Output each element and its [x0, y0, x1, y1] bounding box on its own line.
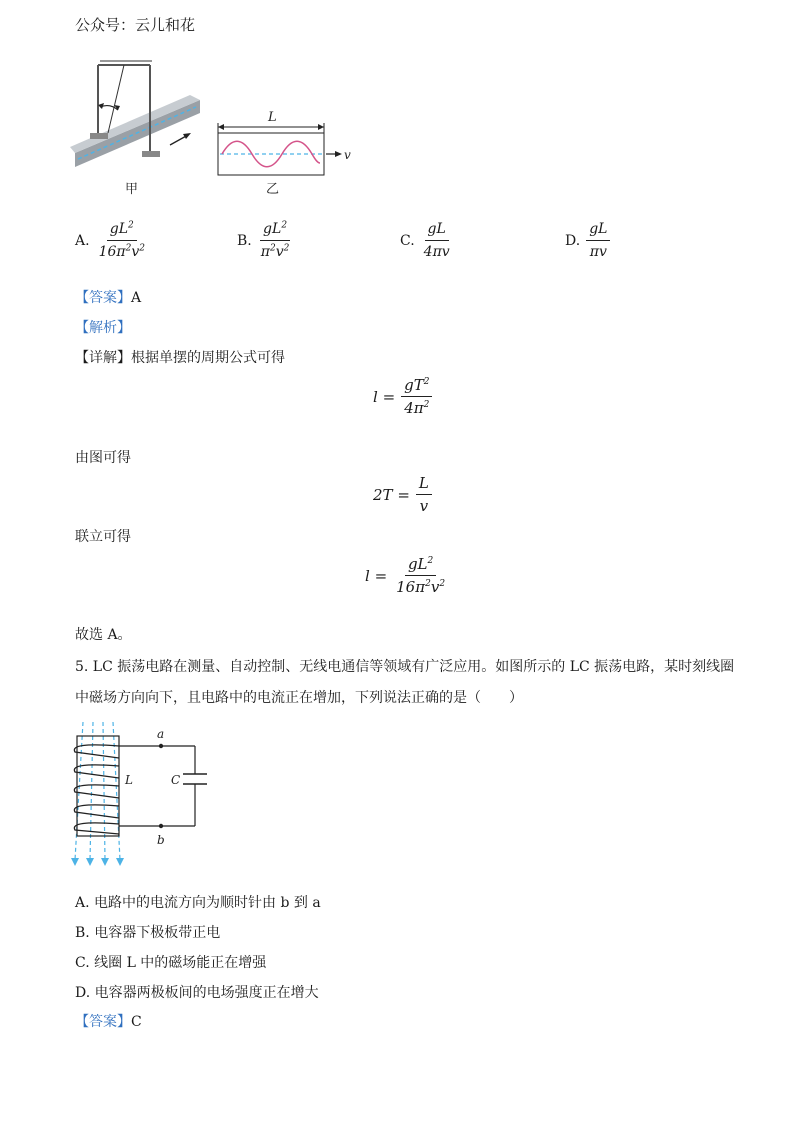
- option-d: D. $\frac{gL}{\pi v}$: [565, 220, 610, 261]
- combine-text: 联立可得: [75, 529, 131, 545]
- q5-option-a: A. 电路中的电流方向为顺时针由 b 到 a: [75, 895, 321, 911]
- q5-line-2: 中磁场方向向下，且电路中的电流正在增加，下列说法正确的是（ ）: [75, 690, 523, 706]
- option-b: B. $\frac{gL^2}{\pi^2v^2}$: [237, 220, 290, 260]
- q5-answer: 【答案】C: [75, 1014, 142, 1030]
- pendulum-figure: [70, 55, 210, 200]
- node-b-label: b: [157, 833, 165, 847]
- lc-circuit-figure: [65, 720, 215, 870]
- q5-option-d: D. 电容器两极板间的电场强度正在增大: [75, 985, 319, 1001]
- option-a: A. $\frac{gL^2}{16\pi^2v^2}$: [75, 220, 145, 260]
- conclusion-text: 故选 A。: [75, 627, 132, 643]
- q4-detail: 【详解】根据单摆的周期公式可得: [75, 350, 285, 366]
- from-figure-text: 由图可得: [75, 450, 131, 466]
- q5-line-1: 5. LC 振荡电路在测量、自动控制、无线电通信等领域有广泛应用。如图所示的 LC 振荡电路，某时刻线圈: [75, 659, 735, 675]
- q5-option-c: C. 线圈 L 中的磁场能正在增强: [75, 955, 267, 971]
- trace-figure: [210, 103, 360, 198]
- q5-option-b: B. 电容器下极板带正电: [75, 925, 221, 941]
- node-a-label: a: [157, 727, 165, 741]
- label-jia: 甲: [125, 182, 139, 197]
- label-yi: 乙: [266, 182, 280, 197]
- label-L: L: [268, 110, 277, 125]
- inductor-label: L: [125, 773, 133, 787]
- q4-answer: 【答案】A: [75, 290, 142, 306]
- equation-2: 2T = $\frac{L}{v}$: [373, 474, 432, 515]
- header-account: 公众号：云儿和花: [75, 16, 196, 34]
- q4-analysis-tag: 【解析】: [75, 320, 131, 336]
- capacitor-label: C: [171, 773, 181, 787]
- equation-3: l = $\frac{gL^2}{16\pi^2v^2}$: [365, 555, 446, 596]
- equation-1: l = $\frac{gT^2}{4\pi^2}$: [373, 376, 432, 417]
- label-v: v: [344, 148, 351, 162]
- option-c: C. $\frac{gL}{4\pi v}$: [400, 221, 450, 260]
